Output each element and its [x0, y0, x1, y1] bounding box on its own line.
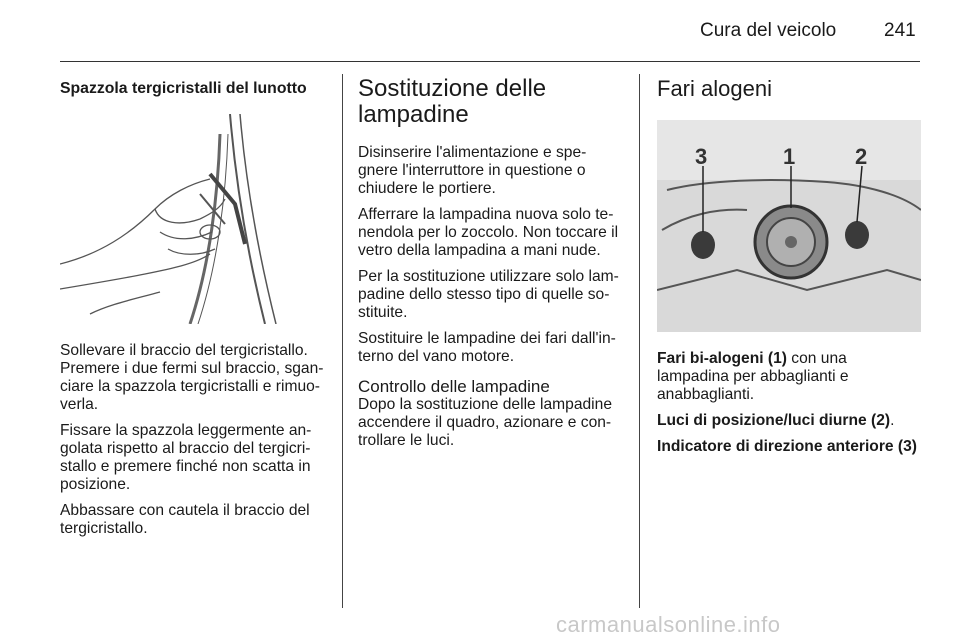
figure-label-3: 3 [695, 144, 708, 169]
rear-wiper-paragraph-1: Sollevare il braccio del tergicristallo. Premere i due fermi sul braccio, sgan-ciare la spazzola tergicristalli e rimuo-verla. [60, 342, 324, 413]
column-halogen-lights [657, 76, 921, 464]
figure-label-1: 1 [783, 144, 796, 169]
page-number: 241 [884, 20, 916, 41]
wiper-illustration [60, 114, 326, 324]
bulb-paragraph-4: Sostituire le lampadine dei fari dall'in-terno del vano motore. [358, 330, 616, 365]
halogen-item-2-text: . [890, 412, 895, 429]
header-rule [60, 61, 920, 62]
bulb-replacement-heading: Sostituzione delle lampadine [358, 75, 547, 128]
halogen-item-1-text: con una lampadina per abbaglianti e anabbaglianti. [657, 350, 849, 403]
rear-wiper-heading: Spazzola tergicristalli del lunotto [60, 80, 307, 97]
column-bulb-replacement [358, 76, 622, 458]
bulb-paragraph-3: Per la sostituzione utilizzare solo lam-padine dello stesso tipo di quelle so-stituite. [358, 268, 619, 321]
halogen-item-2 [657, 412, 921, 430]
column-divider-1 [342, 74, 343, 608]
figure-label-2: 2 [855, 144, 868, 169]
halogen-item-3 [657, 438, 921, 456]
halogen-item-1 [657, 350, 921, 404]
bulb-check-paragraph: Dopo la sostituzione delle lampadine accendere il quadro, azionare e con-trollare le luci. [358, 396, 612, 449]
halogen-item-2-label: Luci di posizione/luci diurne (2) [657, 412, 891, 429]
rear-wiper-paragraph-2: Fissare la spazzola leggermente an-golata rispetto al braccio del tergicri-stallo e premere finché non scatta in posizione. [60, 422, 312, 493]
section-title-header: Cura del veicolo [700, 20, 837, 41]
column-rear-wiper [60, 76, 326, 546]
bulb-paragraph-2: Afferrare la lampadina nuova solo te-nendola per lo zoccolo. Non toccare il vetro della lampadina a mani nude. [358, 206, 619, 259]
rear-wiper-paragraph-3: Abbassare con cautela il braccio del tergicristallo. [60, 502, 310, 537]
halogen-item-3-label: Indicatore di direzione anteriore (3) [657, 438, 917, 455]
halogen-heading: Fari alogeni [657, 76, 772, 101]
headlamp-photo [657, 120, 921, 332]
bulb-paragraph-1: Disinserire l'alimentazione e spe-gnere l'interruttore in questione o chiudere le portiere. [358, 144, 587, 197]
halogen-item-1-label: Fari bi-alogeni (1) [657, 350, 787, 367]
bulb-check-heading: Controllo delle lampadine [358, 377, 550, 396]
column-divider-2 [639, 74, 640, 608]
watermark: carmanualsonline.info [556, 612, 781, 637]
